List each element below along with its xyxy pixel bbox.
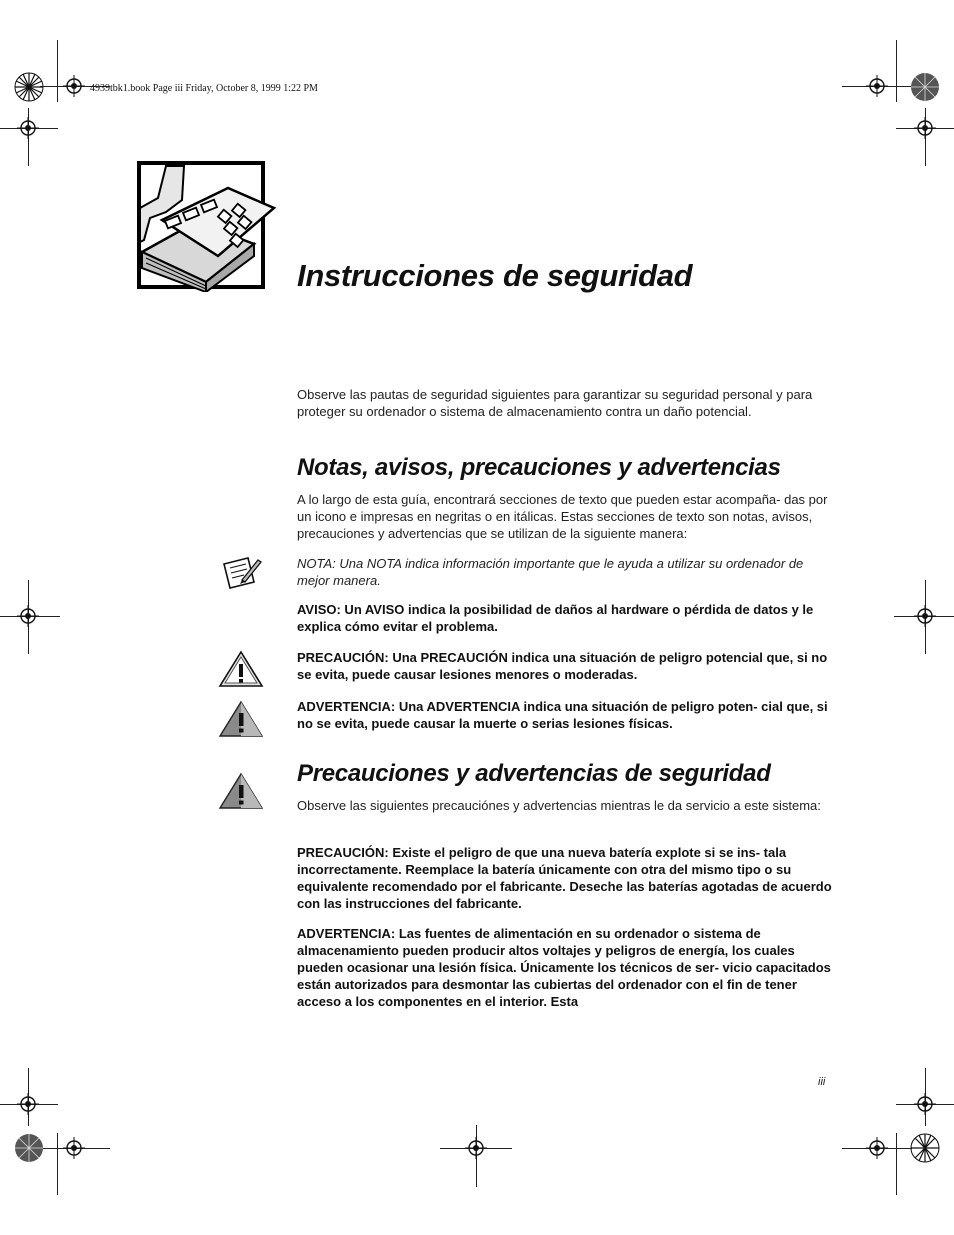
registration-mark-icon: [17, 1093, 39, 1115]
registration-mark-icon: [914, 605, 936, 627]
registration-mark-icon: [17, 605, 39, 627]
registration-mark-icon: [17, 117, 39, 139]
warning-triangle-icon: [218, 700, 264, 738]
power-warning-text: ADVERTENCIA: Las fuentes de alimentación en su ordenador o sistema de almacenamiento pueden producir altos voltajes y peligros de energía, los cuales pueden ocasionar una lesión física. Únicamente los técnicos de ser- vicio capacitados están autorizados para desmontar las cubiertas del ordenador con el fin de tener acceso a los componentes en el interior. Esta: [297, 926, 831, 1009]
warning-triangle-icon: [218, 772, 264, 810]
registration-mark-icon: [866, 75, 888, 97]
section-body-safety: Observe las siguientes precauciónes y advertencias mientras le da servicio a este sistema:: [297, 798, 821, 813]
caution-text: PRECAUCIÓN: Una PRECAUCIÓN indica una situación de peligro potencial que, si no se evita, puede causar lesiones menores o moderadas.: [297, 650, 828, 682]
page-number: iii: [818, 1076, 826, 1088]
rosette-mark-icon: [910, 72, 940, 102]
section-heading-notes: Notas, avisos, precauciones y advertencias: [297, 454, 781, 481]
registration-mark-icon: [63, 1137, 85, 1159]
battery-caution-text: PRECAUCIÓN: Existe el peligro de que una nueva batería explote si se ins- tala incorrectamente. Reemplace la batería únicamente con otra del mismo tipo o su equivalente recomendado por el fabricante. Deseche las baterías agotadas de acuerdo con las instrucciones del fabricante.: [297, 845, 832, 911]
chapter-title: Instrucciones de seguridad: [297, 258, 693, 293]
rosette-mark-icon: [14, 1133, 44, 1163]
rosette-mark-icon: [14, 72, 44, 102]
section-body-notes: A lo largo de esta guía, encontrará secciones de texto que pueden estar acompaña- das por un icono e impresas en negritas o en itálicas. Estas secciones de texto son notas, avisos, precauciones y advertencias que se utilizan de la siguiente manera:: [297, 492, 828, 541]
hand-on-book-icon: [136, 160, 278, 292]
warning-text: ADVERTENCIA: Una ADVERTENCIA indica una situación de peligro poten- cial que, si no se evita, puede causar la muerte o serias lesiones físicas.: [297, 699, 828, 731]
pencil-note-icon: [222, 556, 262, 590]
registration-mark-icon: [465, 1137, 487, 1159]
registration-mark-icon: [914, 117, 936, 139]
section-heading-safety: Precauciones y advertencias de seguridad: [297, 760, 771, 787]
rosette-mark-icon: [910, 1133, 940, 1163]
header-stamp: 4939tbk1.book Page iii Friday, October 8, 1999 1:22 PM: [90, 83, 318, 94]
note-text: NOTA: Una NOTA indica información importante que le ayuda a utilizar su ordenador de mejor manera.: [297, 556, 804, 588]
registration-mark-icon: [866, 1137, 888, 1159]
notice-text: AVISO: Un AVISO indica la posibilidad de daños al hardware o pérdida de datos y le explica cómo evitar el problema.: [297, 602, 814, 634]
registration-mark-icon: [63, 75, 85, 97]
registration-mark-icon: [914, 1093, 936, 1115]
caution-triangle-icon: [218, 650, 264, 688]
intro-paragraph: Observe las pautas de seguridad siguientes para garantizar su seguridad personal y para proteger su ordenador o sistema de almacenamiento contra un daño potencial.: [297, 387, 813, 419]
